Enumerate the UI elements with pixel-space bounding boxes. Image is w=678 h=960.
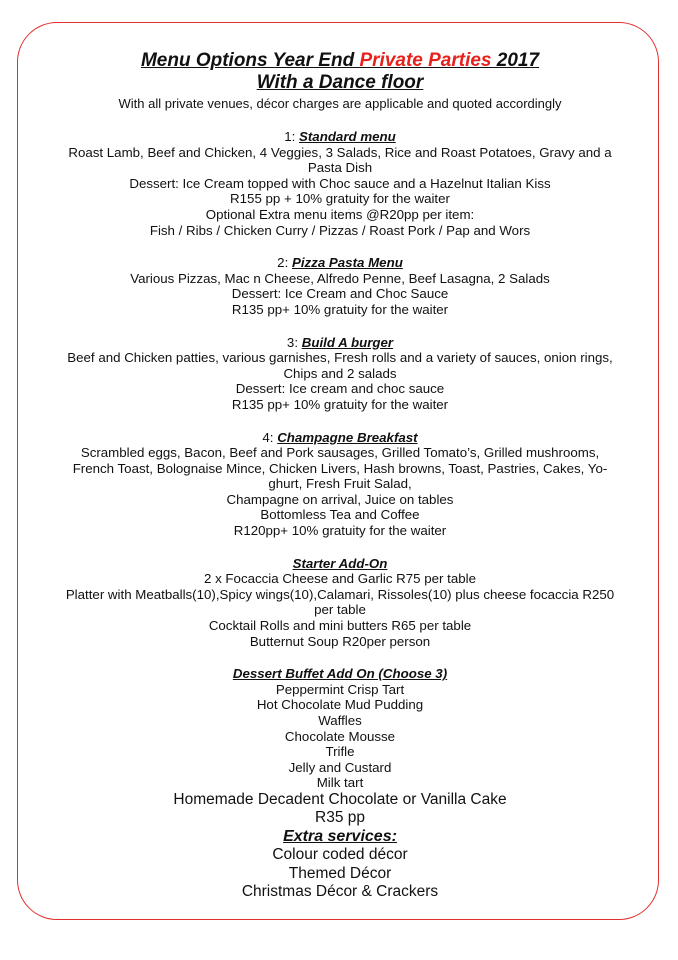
service-line: Colour coded décor [272,846,408,864]
section-champagne-breakfast [30,430,650,539]
section-title: Dessert Buffet Add On (Choose 3) [232,666,448,682]
section-title: Build A burger [301,334,394,350]
title-text-end: 2017 [491,50,540,71]
menu-line: Roast Lamb, Beef and Chicken, 4 Veggies, 3 Salads, Rice and Roast Potatoes, Gravy and a [68,144,612,160]
menu-line: Jelly and Custard [288,759,392,775]
section-number: 1: [284,129,299,144]
menu-line: R135 pp+ 10% gratuity for the waiter [231,396,449,412]
section-title: Champagne Breakfast [277,429,418,445]
section-extra-services [30,828,650,902]
section-dessert-buffet [30,666,650,828]
menu-line: Pasta Dish [307,160,373,176]
menu-line: Champagne on arrival, Juice on tables [226,491,454,507]
section-heading [30,335,650,351]
menu-line: per table [314,602,366,618]
menu-line: Milk tart [316,775,364,791]
page-subtitle: With a Dance floor [256,72,424,93]
section-heading [30,129,650,145]
section-starter-add-on [30,556,650,650]
menu-line: Beef and Chicken patties, various garnishes, Fresh rolls and a variety of sauces, onion rings, [67,350,613,366]
menu-line: Waffles [318,713,362,728]
menu-document [30,50,650,902]
menu-line: Dessert: Ice Cream and Choc Sauce [231,286,449,302]
section-heading [30,556,650,572]
section-title: Extra services: [283,827,397,845]
menu-line: Peppermint Crisp Tart [275,681,405,697]
section-title: Standard menu [299,129,396,144]
menu-line: Chocolate Mousse [284,728,396,744]
section-number: 3: [286,334,302,350]
section-title: Starter Add-On [292,555,388,571]
section-build-a-burger [30,335,650,413]
menu-line: R155 pp + 10% gratuity for the waiter [230,191,450,207]
menu-line: Chips and 2 salads [283,365,397,381]
menu-line: Dessert: Ice Cream topped with Choc sauce and a Hazelnut Italian Kiss [129,175,551,191]
menu-line: Trifle [325,744,355,760]
menu-line: R135 pp+ 10% gratuity for the waiter [231,301,449,317]
section-number: 4: [262,429,278,445]
menu-line: Bottomless Tea and Coffee [260,507,420,523]
section-number: 2: [277,255,292,271]
title-highlight: Private Parties [359,50,492,71]
section-standard-menu [30,129,650,238]
menu-line: 2 x Focaccia Cheese and Garlic R75 per table [204,571,476,587]
decor-note: With all private venues, décor charges are applicable and quoted accordingly [118,96,562,111]
menu-line: Scrambled eggs, Bacon, Beef and Pork sausages, Grilled Tomato’s, Grilled mushrooms, [80,445,600,461]
menu-line: Cocktail Rolls and mini butters R65 per table [208,618,472,634]
menu-line: Butternut Soup R20per person [249,633,431,649]
menu-line: ghurt, Fresh Fruit Salad, [268,476,412,492]
menu-line: Dessert: Ice cream and choc sauce [235,381,445,397]
section-heading [30,255,650,271]
menu-line: French Toast, Bolognaise Mince, Chicken Livers, Hash browns, Toast, Pastries, Cakes, Yo- [72,460,608,476]
page-title [30,50,650,72]
section-pizza-pasta-menu [30,255,650,317]
service-line: Themed Décor [288,864,392,882]
section-heading [30,666,650,682]
dessert-price: R35 pp [315,809,365,827]
menu-line: R120pp+ 10% gratuity for the waiter [233,523,447,539]
menu-line: Optional Extra menu items @R20pp per item: [205,206,475,222]
cake-line: Homemade Decadent Chocolate or Vanilla Cake [173,790,507,808]
section-title: Pizza Pasta Menu [291,255,403,271]
title-text-start: Menu Options Year End [140,50,360,71]
service-line: Christmas Décor & Crackers [241,883,439,901]
menu-line: Platter with Meatballs(10),Spicy wings(10),Calamari, Rissoles(10) plus cheese focaccia R250 [65,586,615,602]
menu-line: Fish / Ribs / Chicken Curry / Pizzas / Roast Pork / Pap and Wors [149,222,531,238]
section-heading [30,430,650,446]
menu-line: Hot Chocolate Mud Pudding [256,697,424,713]
menu-line: Various Pizzas, Mac n Cheese, Alfredo Penne, Beef Lasagna, 2 Salads [130,270,550,286]
